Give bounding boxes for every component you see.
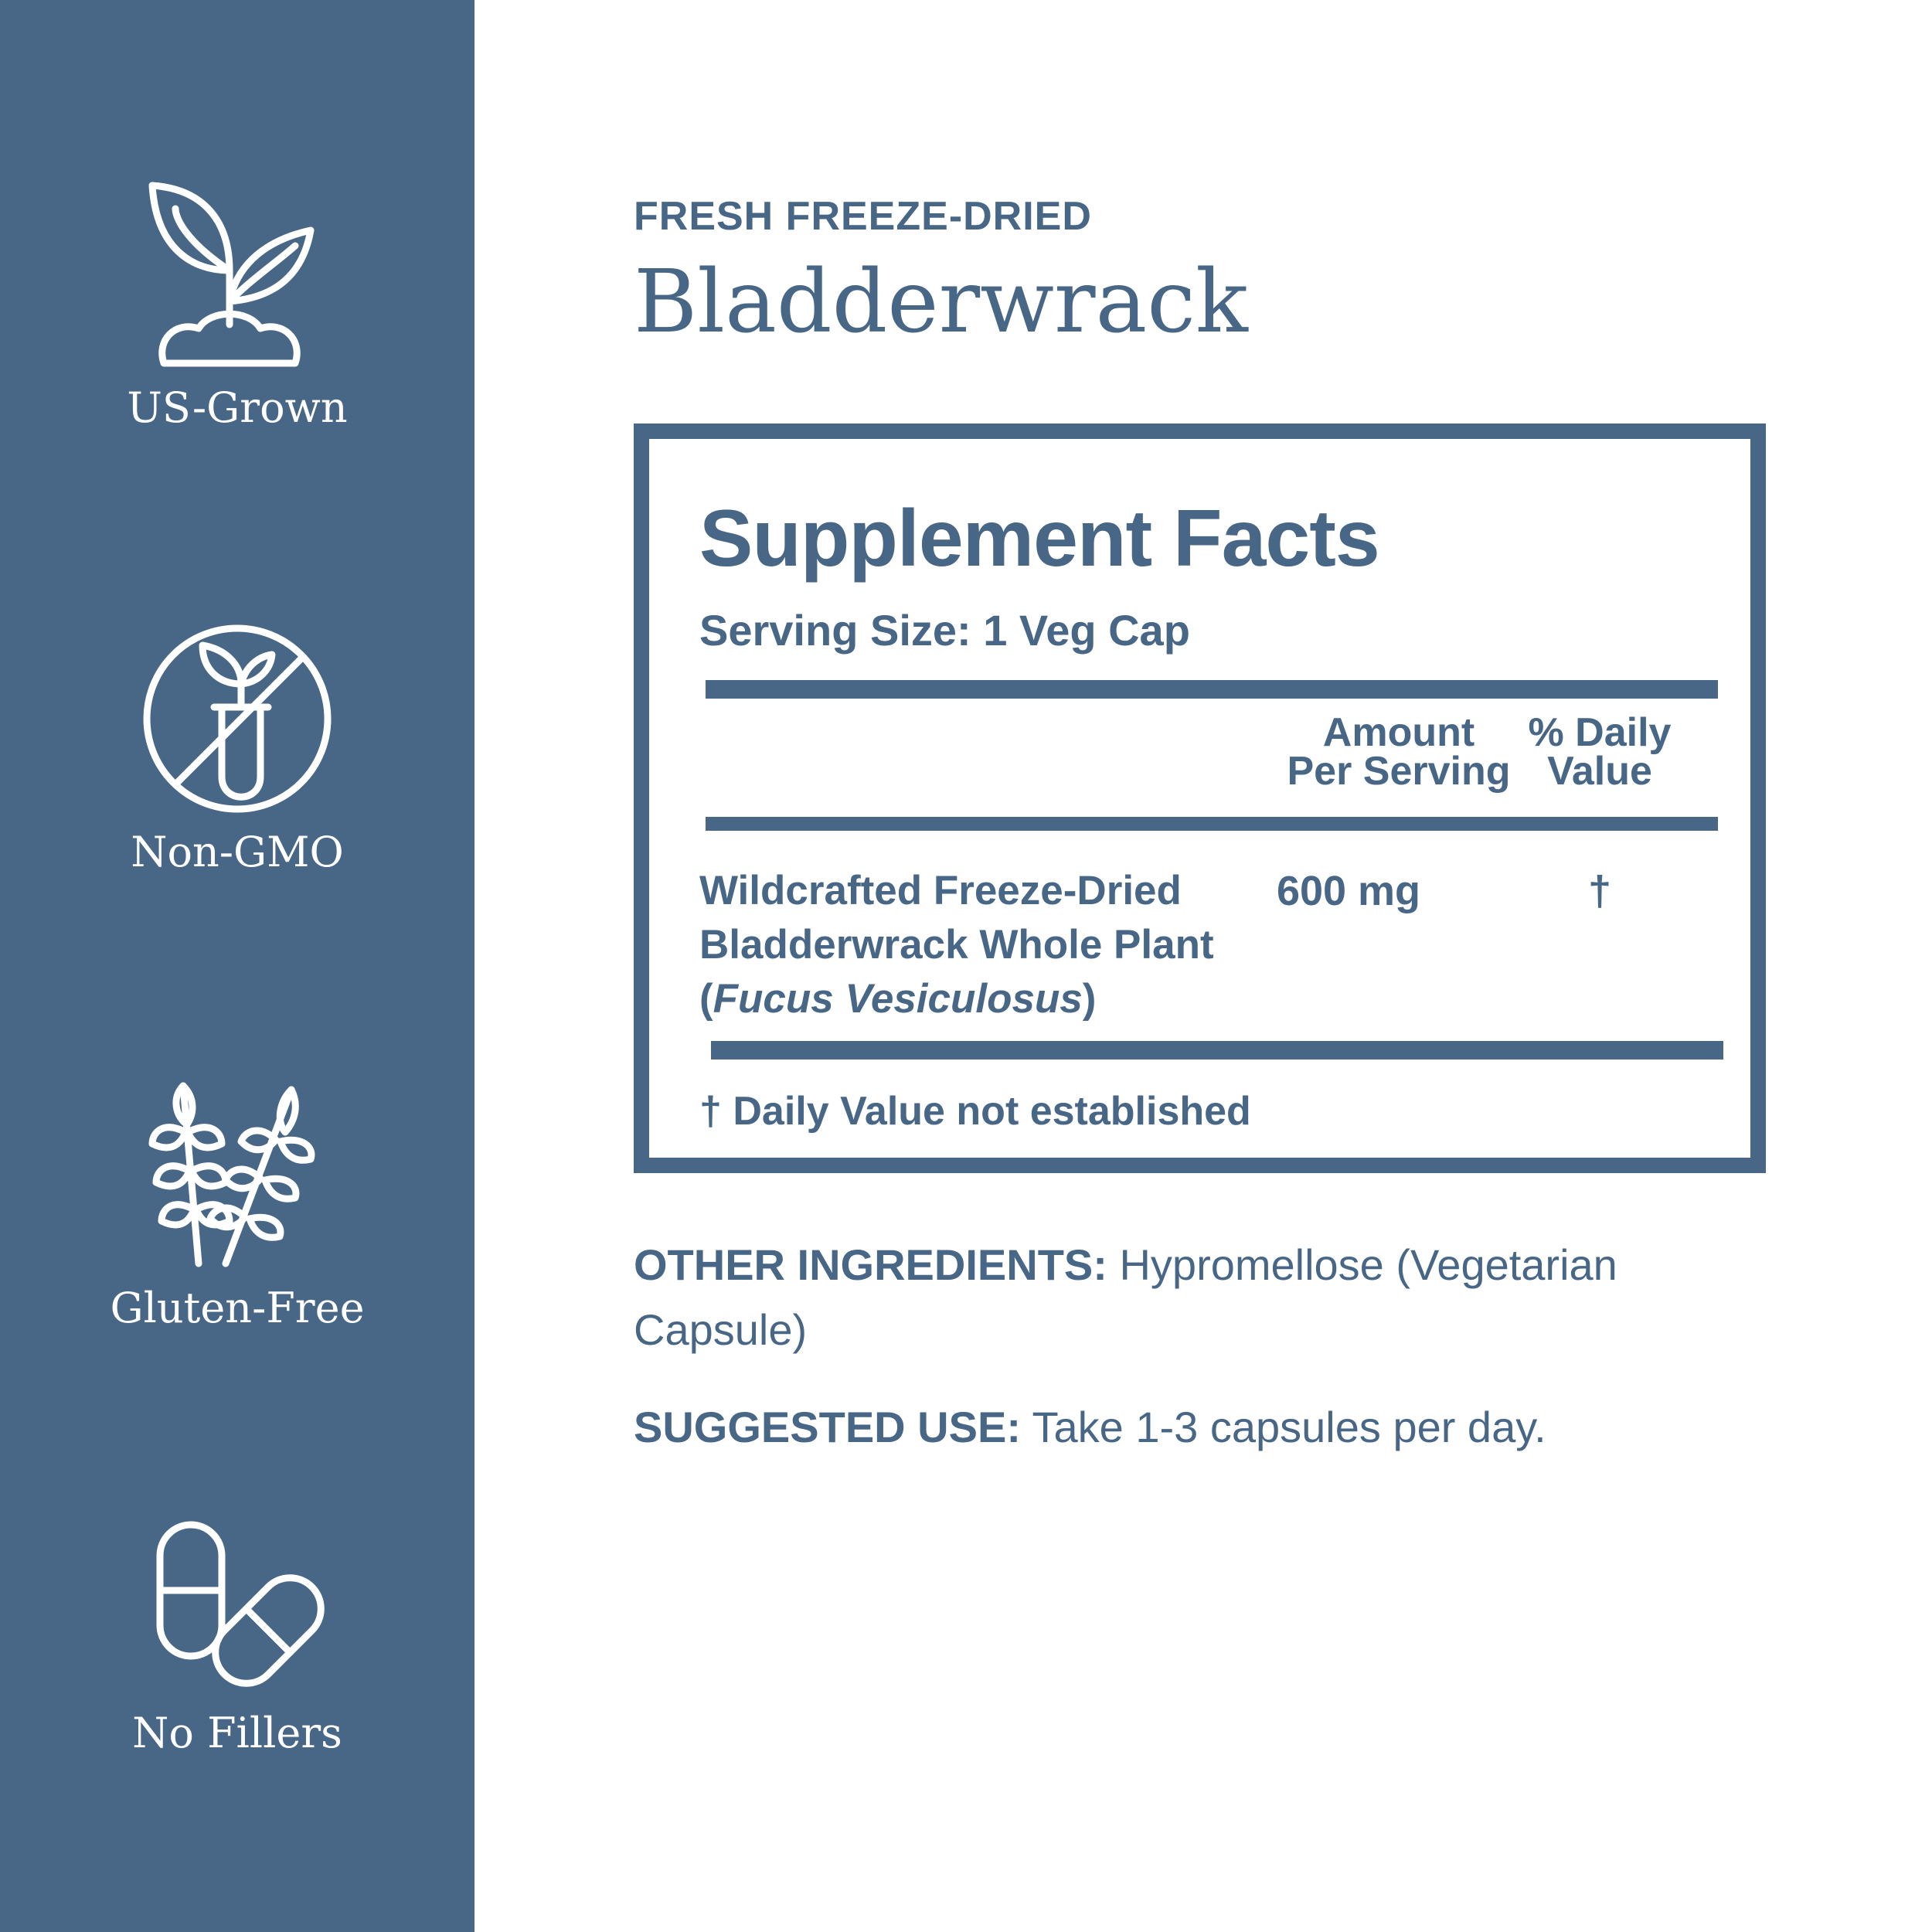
badge-label: Gluten-Free — [110, 1284, 365, 1332]
column-header-amount-line2: Per Serving — [1287, 749, 1511, 794]
badge-gluten-free — [0, 1070, 474, 1332]
badge-us-grown — [0, 178, 474, 432]
badge-label: No Fillers — [132, 1709, 342, 1757]
facts-title: Supplement Facts — [699, 494, 1379, 583]
ingredient-daily-value: † — [1587, 868, 1612, 914]
ingredient-line2: Bladderwrack Whole Plant — [699, 922, 1214, 968]
divider-header — [706, 817, 1718, 831]
badge-label: US-Grown — [127, 383, 348, 432]
serving-size: Serving Size: 1 Veg Cap — [699, 606, 1190, 655]
badge-non-gmo — [0, 622, 474, 876]
ingredient-amount: 600 mg — [1276, 868, 1421, 914]
product-title: Bladderwrack — [634, 252, 1248, 352]
divider-bottom — [711, 1041, 1723, 1060]
column-header-amount-line1: Amount — [1322, 710, 1475, 755]
divider-top — [706, 680, 1718, 699]
column-header-dv-line1: % Daily — [1528, 710, 1672, 755]
supplement-facts-panel — [634, 423, 1766, 1173]
badge-no-fillers — [0, 1519, 474, 1757]
suggested-use — [634, 1395, 1777, 1460]
column-header-daily-value — [1522, 710, 1677, 794]
capsules-icon — [145, 1519, 330, 1696]
non-gmo-icon — [141, 622, 334, 815]
badge-label: Non-GMO — [131, 828, 344, 876]
product-eyebrow: FRESH FREEZE-DRIED — [634, 194, 1092, 239]
wheat-icon — [145, 1070, 330, 1271]
ingredient-name: Wildcrafted Freeze-Dried Bladderwrack Whole Plant (Fucus Vesiculosus) — [699, 868, 1214, 1022]
main-content — [634, 0, 1932, 1932]
other-ingredients-label: OTHER INGREDIENTS: — [634, 1240, 1107, 1289]
column-header-dv-line2: Value — [1547, 749, 1652, 794]
other-ingredients-text: Hypromellose (Vegetarian Capsule) — [634, 1240, 1617, 1354]
column-header-amount — [1283, 710, 1515, 794]
facts-footnote: † Daily Value not established — [699, 1089, 1251, 1134]
suggested-use-label: SUGGESTED USE: — [634, 1403, 1021, 1451]
sprout-icon — [145, 178, 330, 371]
suggested-use-text: Take 1-3 capsules per day. — [1032, 1403, 1546, 1451]
badge-sidebar — [0, 0, 474, 1932]
ingredient-line1: Wildcrafted Freeze-Dried — [699, 868, 1182, 913]
ingredient-latin-name: Fucus Vesiculosus — [713, 976, 1083, 1022]
other-ingredients — [634, 1233, 1777, 1362]
